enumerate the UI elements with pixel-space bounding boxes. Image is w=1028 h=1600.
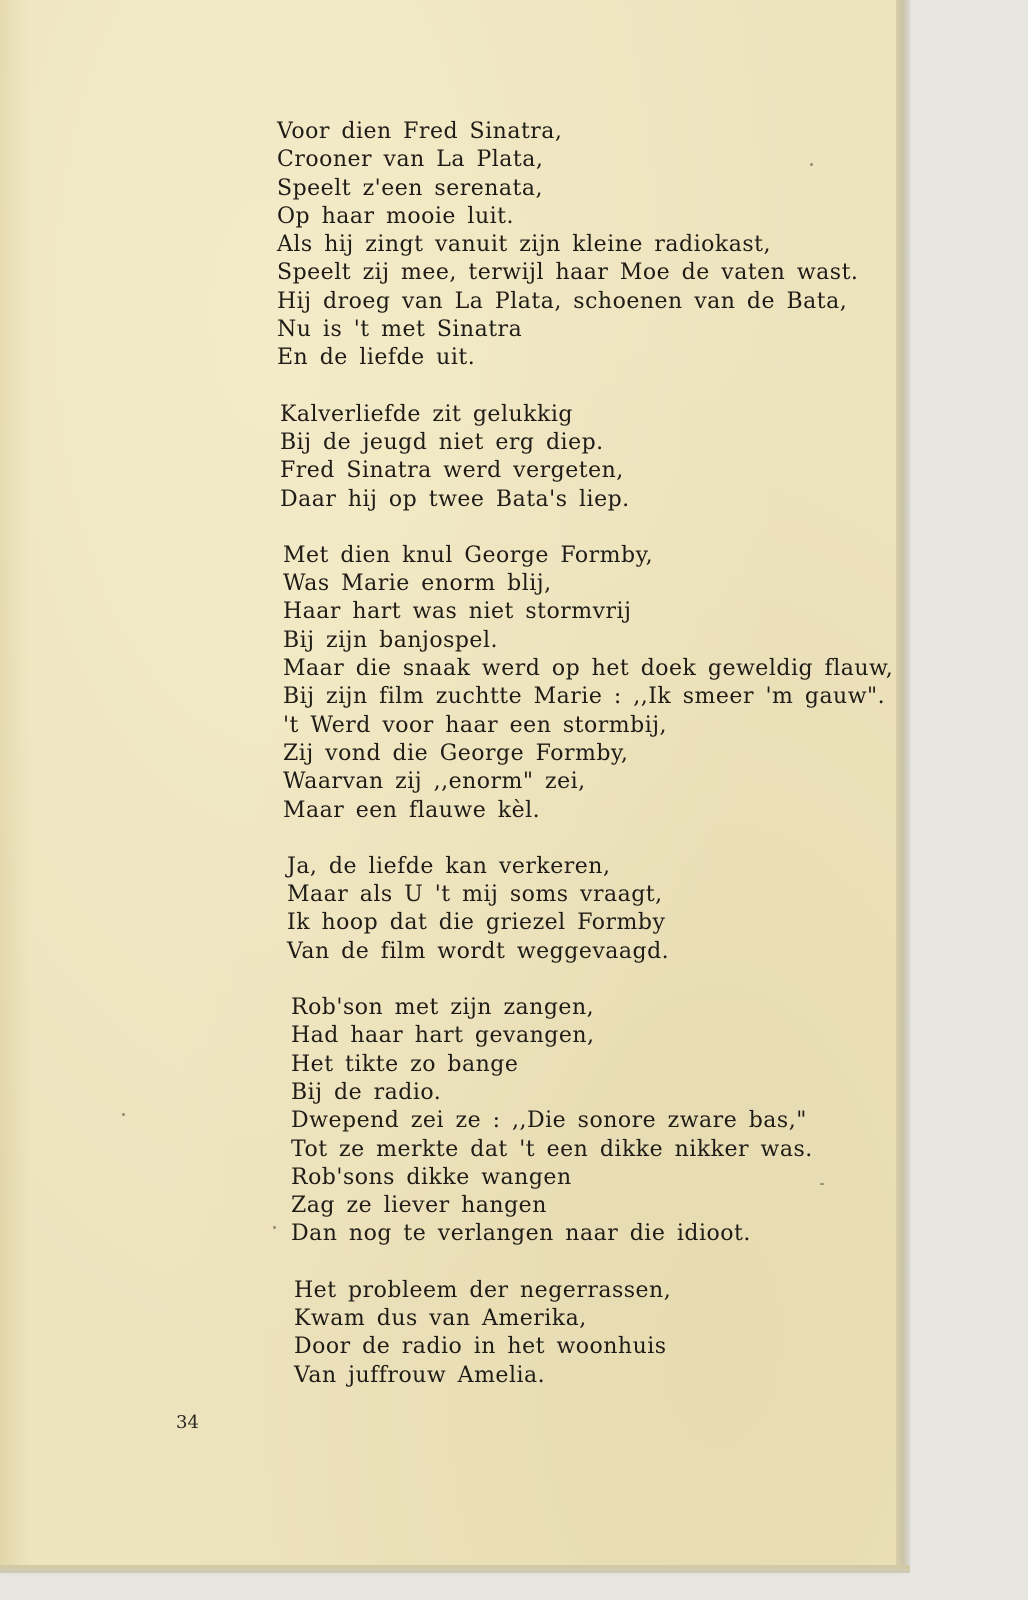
poem-line: Bij zijn film zuchtte Marie : ,,Ik smeer 'm gauw".: [283, 684, 886, 710]
poem-line: Hij droeg van La Plata, schoenen van de Bata,: [277, 288, 848, 314]
poem-line: Het tikte zo bange: [291, 1051, 519, 1077]
poem-line: Speelt z'een serenata,: [277, 175, 543, 201]
paper-speck: [273, 1226, 276, 1229]
stanza-5: [291, 994, 897, 1249]
poem-line: Bij zijn banjospel.: [283, 627, 498, 653]
poem-line: Nu is 't met Sinatra: [277, 317, 523, 343]
stanza-3: [283, 542, 897, 825]
stanza-2: [280, 401, 897, 514]
poem-line: Kwam dus van Amerika,: [294, 1305, 587, 1331]
poem-line: Bij de jeugd niet erg diep.: [280, 429, 604, 455]
poem-line: Als hij zingt vanuit zijn kleine radiokast,: [277, 232, 771, 258]
poem-line: Rob'son met zijn zangen,: [291, 995, 595, 1021]
poem-line: Dwepend zei ze : ,,Die sonore zware bas,": [291, 1108, 807, 1134]
poem-line: Zag ze liever hangen: [291, 1193, 547, 1219]
poem-line: Was Marie enorm blij,: [283, 571, 552, 597]
poem-line: En de liefde uit.: [277, 345, 476, 371]
poem-line: Had haar hart gevangen,: [291, 1023, 595, 1049]
stanza-4: [287, 853, 897, 966]
poem-line: Het probleem der negerrassen,: [294, 1277, 672, 1303]
stanza-1: [277, 118, 897, 373]
stanza-6: [294, 1277, 897, 1390]
poem-line: Maar die snaak werd op het doek geweldig flauw,: [283, 656, 894, 682]
poem-line: Door de radio in het woonhuis: [294, 1334, 667, 1360]
poem-line: Maar als U 't mij soms vraagt,: [287, 882, 663, 908]
poem-line: Ja, de liefde kan verkeren,: [287, 853, 611, 879]
poem-line: Van juffrouw Amelia.: [294, 1362, 546, 1388]
poem-line: 't Werd voor haar een stormbij,: [283, 712, 668, 738]
poem-line: Bij de radio.: [291, 1079, 442, 1105]
poem-line: Speelt zij mee, terwijl haar Moe de vaten wast.: [277, 260, 859, 286]
poem-line: Van de film wordt weggevaagd.: [287, 938, 670, 964]
poem-line: Dan nog te verlangen naar die idioot.: [291, 1221, 751, 1247]
poem-line: Haar hart was niet stormvrij: [283, 599, 632, 625]
poem-line: Kalverliefde zit gelukkig: [280, 401, 573, 427]
poem-line: Voor dien Fred Sinatra,: [277, 119, 563, 144]
poem-line: Waarvan zij ,,enorm" zei,: [283, 769, 586, 795]
poem-line: Maar een flauwe kèl.: [283, 797, 541, 823]
paper-speck: [122, 1113, 125, 1116]
poem-line: Rob'sons dikke wangen: [291, 1164, 572, 1190]
poem-line: Daar hij op twee Bata's liep.: [280, 486, 630, 512]
page-bottom-edge: [0, 1565, 910, 1573]
poem-line: Met dien knul George Formby,: [283, 542, 654, 568]
poem-line: Op haar mooie luit.: [277, 203, 514, 229]
poem-line: Fred Sinatra werd vergeten,: [280, 458, 624, 484]
paper-speck: [820, 1183, 824, 1185]
poem-line: Crooner van La Plata,: [277, 147, 544, 173]
page-edge: [896, 0, 910, 1570]
poem-text: [277, 118, 897, 1418]
poem-line: Zij vond die George Formby,: [283, 740, 629, 766]
poem-line: Ik hoop dat die griezel Formby: [287, 910, 666, 936]
paper-speck: [810, 163, 813, 166]
poem-line: Tot ze merkte dat 't een dikke nikker was.: [291, 1136, 813, 1162]
page-number: 34: [176, 1412, 199, 1433]
